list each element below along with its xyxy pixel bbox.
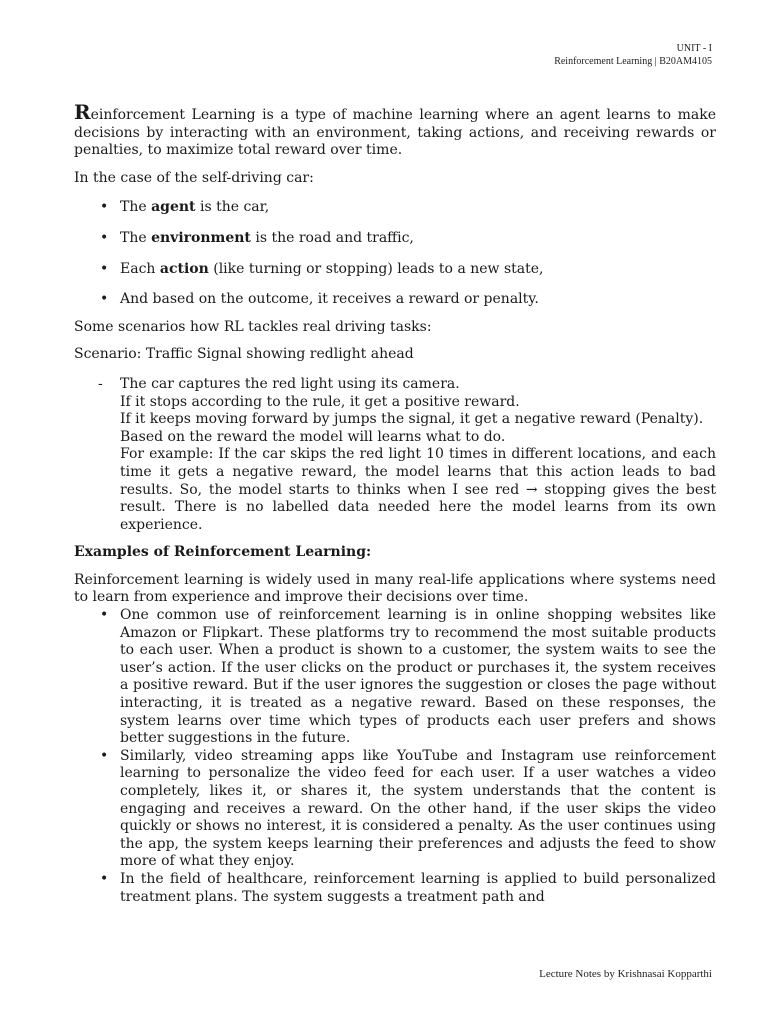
bullet-icon: • xyxy=(100,199,109,216)
page-footer: Lecture Notes by Krishnasai Kopparthi xyxy=(539,968,712,980)
list-item: • Similarly, video streaming apps like YouTube and Instagram use reinforcement learning to personalize the video feed for each user. If a user watches a video completely, likes it, or shares it, the system understands that the content is engaging and receives a reward. On the other hand, if the user skips the video quickly or shows no interest, it is considered a penalty. As the user continues using the app, the system keeps learning their preferences and adjusts the feed to show more of what they enjoy. xyxy=(100,747,716,870)
scenario-line: For example: If the car skips the red light 10 times in different locations, and each time it gets a negative reward, the model learns that this action leads to bad results. So, the model starts to thinks when I see red → stopping gives the best result. There is no labelled data needed here the model learns from its own experience. xyxy=(120,446,716,533)
dash-marker: - xyxy=(98,375,103,392)
list-item: • And based on the outcome, it receives a reward or penalty. xyxy=(100,291,539,308)
document-body xyxy=(74,100,716,906)
scenario-line: Based on the reward the model will learns what to do. xyxy=(120,428,506,445)
intro-text: einforcement Learning is a type of machine learning where an agent learns to make decisions by interacting with an environment, taking actions, and receiving rewards or penalties, to maximize total reward over time. xyxy=(74,107,716,159)
self-driving-lead: In the case of the self-driving car: xyxy=(74,169,314,186)
scenario-title: Scenario: Traffic Signal showing redlight ahead xyxy=(74,346,414,363)
unit-label: UNIT - I xyxy=(676,43,712,54)
scenario-details xyxy=(74,376,716,534)
page-header xyxy=(554,42,712,68)
bullet-icon: • xyxy=(100,747,109,764)
list-item: • In the field of healthcare, reinforcement learning is applied to build personalized treatment plans. The system suggests a treatment path and xyxy=(100,870,716,905)
bullet-icon: • xyxy=(100,229,109,246)
list-item: • Each action (like turning or stopping) leads to a new state, xyxy=(100,260,544,277)
scenarios-lead: Some scenarios how RL tackles real driving tasks: xyxy=(74,318,432,335)
bullet-icon: • xyxy=(100,870,109,887)
examples-heading: Examples of Reinforcement Learning: xyxy=(74,544,372,561)
self-driving-list xyxy=(74,199,716,308)
course-label: Reinforcement Learning | B20AM4105 xyxy=(554,56,712,67)
list-item: • One common use of reinforcement learning is in online shopping websites like Amazon or Flipkart. These platforms try to recommend the most suitable products to each user. When a product is shown to a customer, the system waits to see the user’s action. If the user clicks on the product or purchases it, the system receives a positive reward. But if the user ignores the suggestion or closes the page without interacting, it is treated as a negative reward. Based on these responses, the system learns over time which types of products each user prefers and shows better suggestions in the future. xyxy=(100,607,716,747)
scenario-line: If it keeps moving forward by jumps the signal, it get a negative reward (Penalty). xyxy=(120,411,704,428)
list-item: • The agent is the car, xyxy=(100,199,270,216)
examples-list xyxy=(74,607,716,906)
list-item: • The environment is the road and traffic, xyxy=(100,229,414,246)
drop-cap: R xyxy=(74,100,91,124)
scenario-line: The car captures the red light using its camera. xyxy=(120,375,460,392)
bullet-icon: • xyxy=(100,291,109,308)
examples-intro: Reinforcement learning is widely used in many real-life applications where systems need to learn from experience and improve their decisions over time. xyxy=(74,571,716,606)
bullet-icon: • xyxy=(100,260,109,277)
intro-paragraph xyxy=(74,100,716,160)
bullet-icon: • xyxy=(100,607,109,624)
scenario-line: If it stops according to the rule, it get a positive reward. xyxy=(120,393,520,410)
